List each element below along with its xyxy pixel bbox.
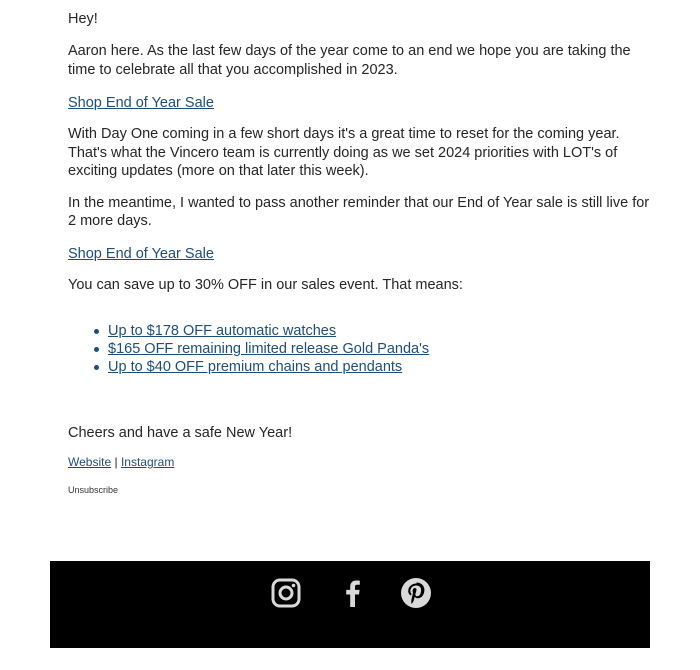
body2-line-2: 2 more days. bbox=[68, 213, 152, 229]
signoff: Cheers and have a safe New Year! bbox=[68, 425, 293, 441]
offer-link-chains-pendants[interactable]: Up to $40 OFF premium chains and pendants bbox=[108, 359, 403, 375]
offers-list bbox=[108, 322, 429, 376]
shop-sale-link-1[interactable]: Shop End of Year Sale bbox=[68, 95, 214, 111]
instagram-icon[interactable] bbox=[270, 577, 302, 609]
offer-link-gold-panda[interactable]: $165 OFF remaining limited release Gold Panda's bbox=[108, 341, 430, 357]
greeting: Hey! bbox=[68, 11, 98, 27]
offer-item bbox=[108, 340, 429, 358]
social-footer bbox=[50, 561, 650, 648]
facebook-icon[interactable] bbox=[337, 577, 369, 609]
body2-line-1: In the meantime, I wanted to pass another reminder that our End of Year sale is still live for bbox=[68, 195, 650, 211]
footer-links bbox=[68, 454, 174, 470]
body1-line-2: That's what the Vincero team is currently doing as we set 2024 priorities with LOT's of bbox=[68, 145, 618, 161]
shop-sale-link-2[interactable]: Shop End of Year Sale bbox=[68, 246, 214, 262]
instagram-link[interactable]: Instagram bbox=[120, 455, 175, 469]
body1-line-1: With Day One coming in a few short days it's a great time to reset for the coming year. bbox=[68, 126, 620, 142]
savings-intro: You can save up to 30% OFF in our sales event. That means: bbox=[68, 277, 463, 293]
intro-line-1: Aaron here. As the last few days of the year come to an end we hope you are taking the bbox=[68, 43, 631, 59]
offer-item bbox=[108, 358, 429, 376]
body1-line-3: exciting updates (more on that later this week). bbox=[68, 163, 369, 179]
offer-item bbox=[108, 322, 429, 340]
link-separator: | bbox=[114, 455, 118, 469]
pinterest-icon[interactable] bbox=[400, 577, 432, 609]
intro-line-2: time to celebrate all that you accomplished in 2023. bbox=[68, 62, 398, 78]
unsubscribe-link[interactable]: Unsubscribe bbox=[68, 485, 119, 495]
website-link[interactable]: Website bbox=[68, 455, 112, 469]
offer-link-automatic-watches[interactable]: Up to $178 OFF automatic watches bbox=[108, 323, 337, 339]
